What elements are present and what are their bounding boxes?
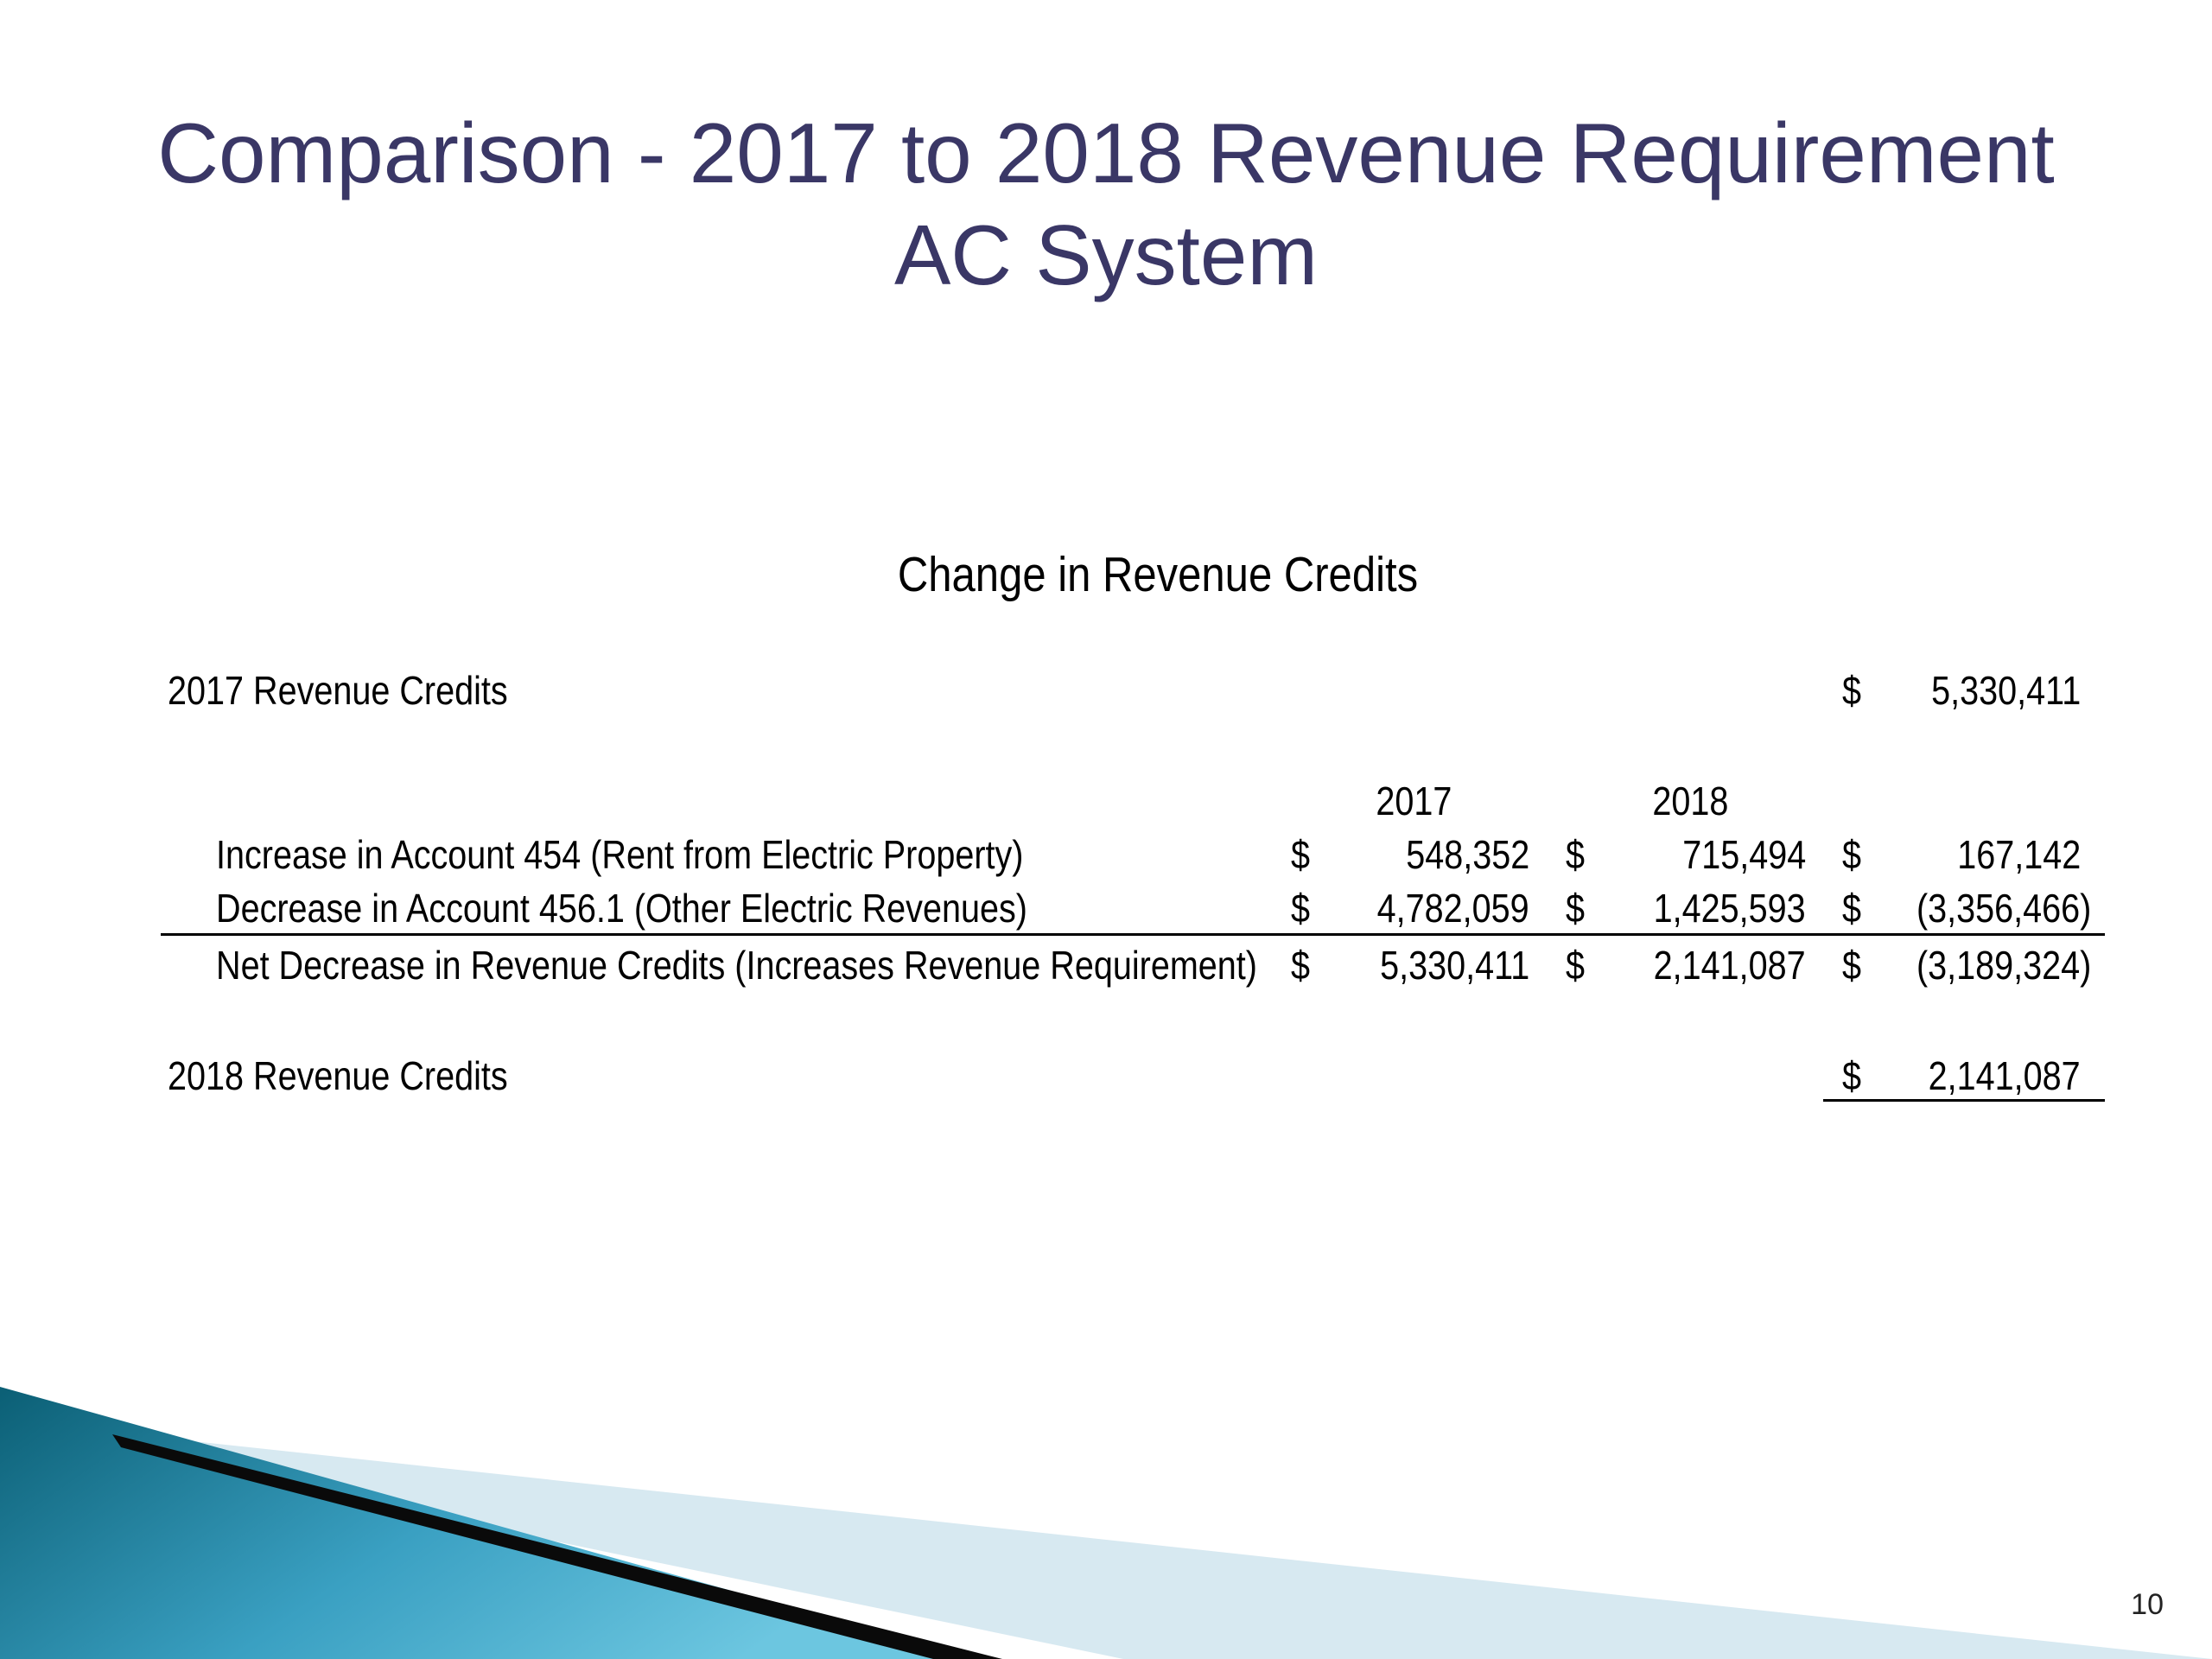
- row-1-col2-value: 715,494: [1681, 832, 1806, 877]
- closing-label: 2018 Revenue Credits: [168, 1053, 508, 1098]
- page-number: 10: [2131, 1588, 2164, 1621]
- title-line-2: AC System: [893, 207, 1319, 302]
- row-1-col1-value: 548,352: [1405, 832, 1529, 877]
- title-line-1: Comparison - 2017 to 2018 Revenue Requirement: [157, 105, 2055, 200]
- row-1-col3-currency: $: [1842, 832, 1862, 877]
- row-3-col2-currency: $: [1566, 943, 1586, 988]
- row-2-col3-value: (3,356,466): [1916, 886, 2091, 931]
- row-2-label: Decrease in Account 456.1 (Other Electric Revenues): [216, 886, 1027, 931]
- row-3-col1-currency: $: [1291, 943, 1311, 988]
- opening-label: 2017 Revenue Credits: [168, 668, 508, 713]
- row-1-col3-value: 167,142: [1956, 832, 2081, 877]
- row-1-col1-currency: $: [1291, 832, 1311, 877]
- row-3-label: Net Decrease in Revenue Credits (Increases Revenue Requirement): [216, 943, 1257, 988]
- row-2-col1-value: 4,782,059: [1376, 886, 1529, 931]
- closing-total-rule: [1823, 1099, 2105, 1102]
- row-2-col1-currency: $: [1291, 886, 1311, 931]
- row-3-col1-value: 5,330,411: [1379, 943, 1529, 988]
- opening-currency: $: [1842, 668, 1862, 713]
- column-header-2018: 2018: [1651, 779, 1728, 823]
- row-2-col2-currency: $: [1566, 886, 1586, 931]
- table-subtotal-rule: [161, 933, 2105, 936]
- closing-value: 2,141,087: [1928, 1053, 2081, 1098]
- table-caption: Change in Revenue Credits: [897, 547, 1419, 602]
- closing-currency: $: [1842, 1053, 1862, 1098]
- row-2-col2-value: 1,425,593: [1653, 886, 1806, 931]
- column-header-2017: 2017: [1375, 779, 1452, 823]
- row-3-col2-value: 2,141,087: [1653, 943, 1806, 988]
- slide-title: [0, 102, 2212, 306]
- row-3-col3-currency: $: [1842, 943, 1862, 988]
- opening-value: 5,330,411: [1930, 668, 2081, 713]
- row-1-col2-currency: $: [1566, 832, 1586, 877]
- row-2-col3-currency: $: [1842, 886, 1862, 931]
- row-1-label: Increase in Account 454 (Rent from Electric Property): [216, 832, 1024, 877]
- row-3-col3-value: (3,189,324): [1916, 943, 2091, 988]
